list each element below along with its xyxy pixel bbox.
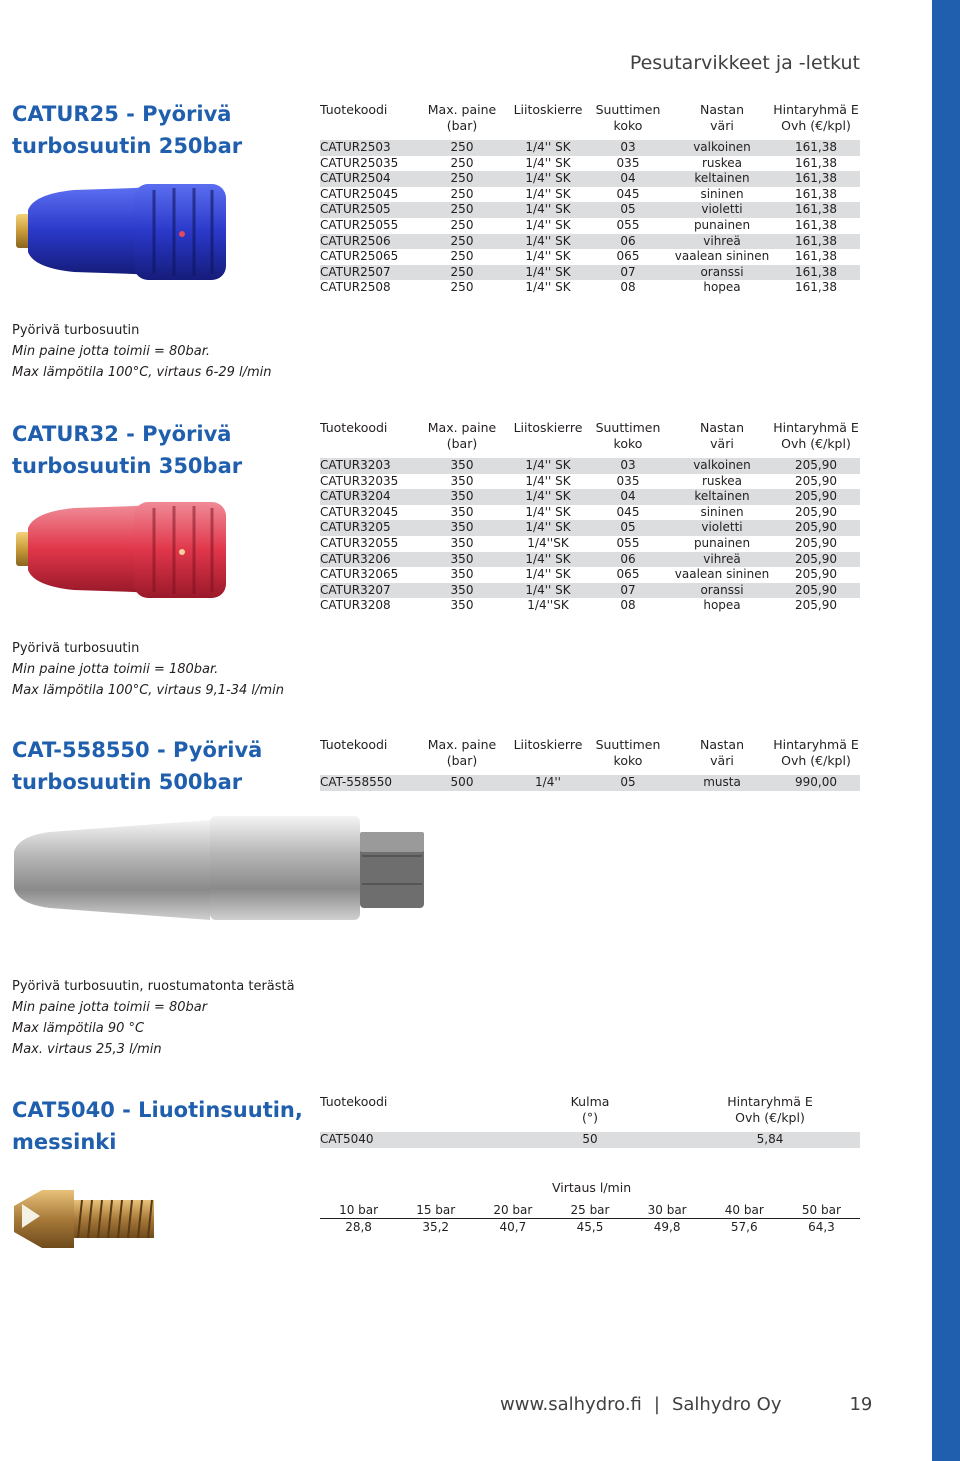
table-row: [320, 583, 860, 599]
table-cell: 350: [412, 552, 512, 568]
description-line: Max lämpötila 100°C, virtaus 9,1-34 l/min: [12, 683, 284, 698]
table-cell: 065: [616, 567, 640, 582]
table-cell: CATUR3208: [320, 598, 391, 613]
table-cell: valkoinen: [672, 140, 772, 156]
flow-value-cell: 45,5: [576, 1220, 604, 1234]
spec-table-cat5040: [320, 1094, 860, 1148]
table-cell: violetti: [672, 520, 772, 536]
description-line: Pyörivä turbosuutin, ruostumatonta terästä: [12, 979, 295, 994]
table-cell: 03: [584, 140, 672, 156]
table-cell: 350: [450, 504, 474, 519]
flow-value-cell: 28,8: [345, 1220, 372, 1234]
flow-pressure-header: 15 bar: [397, 1202, 474, 1219]
table-cell: 1/4'' SK: [525, 504, 571, 519]
table-cell: 161,38: [795, 280, 837, 295]
table-cell: sininen: [700, 186, 744, 201]
table-cell: 05: [584, 202, 672, 218]
table-cell: 50: [500, 1132, 680, 1148]
column-header: Liitoskierre: [513, 737, 583, 752]
table-cell: 03: [584, 458, 672, 474]
column-header: Tuotekoodi: [320, 737, 388, 752]
table-cell: CATUR3206: [320, 552, 412, 568]
flow-pressure-header: 30 bar: [629, 1202, 706, 1219]
product-description-cat558550: [12, 976, 295, 1060]
table-cell: 250: [450, 280, 474, 295]
table-cell: punainen: [693, 217, 751, 232]
table-cell: 350: [412, 458, 512, 474]
column-header: Tuotekoodi: [320, 1094, 388, 1109]
column-header: Max. paine (bar): [427, 737, 497, 768]
table-cell: 05: [584, 520, 672, 536]
table-cell: 1/4'' SK: [525, 217, 571, 232]
table-cell: keltainen: [672, 171, 772, 187]
table-row: [320, 280, 860, 296]
flow-value-row: [320, 1219, 860, 1236]
table-cell: 05: [584, 775, 672, 791]
table-cell: CATUR32055: [320, 535, 399, 550]
column-header: Suuttimen koko: [595, 737, 661, 768]
product-title-line: CAT-558550 - Pyörivä: [12, 738, 263, 762]
table-row: [320, 156, 860, 172]
table-cell: 1/4'' SK: [512, 234, 584, 250]
table-header-row: [320, 102, 860, 140]
table-cell: 06: [584, 234, 672, 250]
table-cell: valkoinen: [672, 458, 772, 474]
table-cell: CAT-558550: [320, 775, 412, 791]
table-cell: vihreä: [672, 552, 772, 568]
table-cell: 161,38: [795, 186, 837, 201]
table-cell: musta: [672, 775, 772, 791]
table-header-row: [320, 420, 860, 458]
column-header: Liitoskierre: [513, 420, 583, 435]
table-cell: sininen: [700, 504, 744, 519]
table-cell: 161,38: [772, 234, 860, 250]
table-cell: CATUR25035: [320, 155, 399, 170]
table-cell: 990,00: [772, 775, 860, 791]
column-header: Hintaryhmä E Ovh (€/kpl): [727, 1094, 813, 1125]
table-row: [320, 458, 860, 474]
table-cell: 04: [584, 489, 672, 505]
description-line: Max lämpötila 90 °C: [12, 1021, 145, 1036]
column-header: Hintaryhmä E Ovh (€/kpl): [773, 102, 859, 133]
flow-value-cell: 64,3: [808, 1220, 835, 1234]
table-cell: 161,38: [772, 202, 860, 218]
flow-value-cell: 40,7: [499, 1220, 527, 1234]
product-title-catur25: [12, 98, 312, 162]
flow-pressure-header: 40 bar: [706, 1202, 783, 1219]
table-row: [320, 474, 860, 490]
table-row: [320, 489, 860, 505]
table-cell: CATUR25045: [320, 186, 399, 201]
table-cell: ruskea: [701, 473, 743, 488]
table-cell: 5,84: [680, 1132, 860, 1148]
product-title-line: turbosuutin 250bar: [12, 134, 243, 158]
flow-rate-caption: Virtaus l/min: [552, 1180, 632, 1195]
table-cell: 1/4''SK: [527, 535, 569, 550]
product-title-line: CATUR32 - Pyörivä: [12, 422, 232, 446]
column-header: Max. paine (bar): [427, 102, 497, 133]
table-row: [320, 265, 860, 281]
table-cell: 161,38: [795, 217, 837, 232]
table-cell: 250: [412, 202, 512, 218]
table-cell: 205,90: [772, 489, 860, 505]
stainless-turbo-nozzle-image: [10, 796, 430, 936]
table-cell: 045: [616, 186, 640, 201]
table-cell: 035: [616, 473, 640, 488]
table-cell: 1/4'' SK: [512, 265, 584, 281]
description-line: Max. virtaus 25,3 l/min: [12, 1042, 162, 1057]
table-row: [320, 171, 860, 187]
table-cell: 04: [584, 171, 672, 187]
table-cell: 161,38: [795, 249, 837, 264]
table-cell: 1/4'' SK: [525, 567, 571, 582]
table-cell: 205,90: [795, 598, 837, 613]
product-title-line: turbosuutin 350bar: [12, 454, 243, 478]
table-cell: CATUR3203: [320, 458, 412, 474]
table-cell: 035: [616, 155, 640, 170]
table-header-row: [320, 737, 860, 775]
table-cell: 250: [412, 234, 512, 250]
table-cell: 1/4'' SK: [512, 552, 584, 568]
column-header: Suuttimen koko: [595, 102, 661, 133]
table-cell: vihreä: [672, 234, 772, 250]
table-row: [320, 775, 860, 791]
table-row: [320, 234, 860, 250]
description-line: Pyörivä turbosuutin: [12, 323, 140, 338]
table-cell: 1/4'' SK: [525, 473, 571, 488]
table-cell: CATUR32065: [320, 567, 399, 582]
table-cell: 161,38: [795, 155, 837, 170]
table-cell: 205,90: [772, 458, 860, 474]
flow-pressure-header: 25 bar: [551, 1202, 628, 1219]
column-header: Tuotekoodi: [320, 102, 388, 117]
table-row: [320, 505, 860, 521]
page-edge-blue-bar: [932, 0, 960, 1461]
table-cell: 250: [450, 155, 474, 170]
table-cell: violetti: [672, 202, 772, 218]
table-cell: CATUR2503: [320, 140, 412, 156]
product-title-line: CATUR25 - Pyörivä: [12, 102, 232, 126]
table-cell: CATUR3205: [320, 520, 412, 536]
table-cell: 055: [616, 535, 640, 550]
product-title-cat558550: [12, 734, 312, 798]
product-description-catur32: [12, 638, 284, 701]
table-cell: hopea: [703, 280, 741, 295]
description-line: Max lämpötila 100°C, virtaus 6-29 l/min: [12, 365, 272, 380]
blue-turbo-nozzle-image: [14, 176, 230, 286]
table-cell: oranssi: [672, 265, 772, 281]
table-row: [320, 140, 860, 156]
table-cell: 055: [616, 217, 640, 232]
table-cell: 1/4'' SK: [525, 249, 571, 264]
column-header: Nastan väri: [699, 420, 744, 451]
brass-solvent-nozzle-image: [12, 1186, 158, 1252]
flow-value-cell: 49,8: [653, 1220, 681, 1234]
table-cell: 250: [450, 186, 474, 201]
table-cell: 250: [450, 217, 474, 232]
table-cell: ruskea: [701, 155, 743, 170]
table-cell: 350: [412, 520, 512, 536]
table-cell: CATUR2506: [320, 234, 412, 250]
spec-table-catur32: [320, 420, 860, 614]
table-row: [320, 187, 860, 203]
table-cell: 08: [620, 598, 636, 613]
table-cell: 205,90: [772, 520, 860, 536]
table-cell: keltainen: [672, 489, 772, 505]
table-cell: 07: [584, 265, 672, 281]
table-row: [320, 218, 860, 234]
table-cell: 205,90: [795, 504, 837, 519]
table-cell: CATUR2505: [320, 202, 412, 218]
product-title-line: turbosuutin 500bar: [12, 770, 243, 794]
table-row: [320, 249, 860, 265]
column-header: Nastan väri: [699, 102, 744, 133]
column-header: Hintaryhmä E Ovh (€/kpl): [773, 737, 859, 768]
flow-value-cell: 57,6: [730, 1220, 758, 1234]
table-cell: 1/4'': [512, 775, 584, 791]
spec-table-cat558550: [320, 737, 860, 791]
table-cell: 1/4'' SK: [512, 520, 584, 536]
table-cell: 1/4'' SK: [525, 186, 571, 201]
table-cell: 250: [412, 140, 512, 156]
table-cell: CATUR25055: [320, 217, 399, 232]
table-header-row: [320, 1094, 860, 1132]
table-cell: 205,90: [795, 567, 837, 582]
table-cell: 1/4''SK: [527, 598, 569, 613]
table-cell: 1/4'' SK: [525, 280, 571, 295]
flow-rate-table: [320, 1202, 860, 1235]
table-cell: 08: [620, 280, 636, 295]
product-title-line: messinki: [12, 1130, 117, 1154]
table-cell: 07: [584, 583, 672, 599]
table-cell: CATUR25065: [320, 249, 399, 264]
table-cell: oranssi: [672, 583, 772, 599]
table-cell: CATUR2508: [320, 280, 391, 295]
product-description-catur25: [12, 320, 272, 383]
table-cell: 161,38: [772, 171, 860, 187]
table-row: [320, 567, 860, 583]
table-row: [320, 1132, 860, 1148]
table-cell: 1/4'' SK: [512, 140, 584, 156]
product-title-catur32: [12, 418, 312, 482]
table-cell: 065: [616, 249, 640, 264]
table-cell: 06: [584, 552, 672, 568]
table-cell: 350: [450, 473, 474, 488]
column-header: Liitoskierre: [513, 102, 583, 117]
table-cell: hopea: [703, 598, 741, 613]
flow-header-row: [320, 1202, 860, 1219]
column-header: Nastan väri: [699, 737, 744, 768]
table-cell: CATUR2504: [320, 171, 412, 187]
table-cell: CATUR3207: [320, 583, 412, 599]
table-cell: 1/4'' SK: [512, 202, 584, 218]
table-cell: CATUR32035: [320, 473, 399, 488]
product-title-cat5040: [12, 1094, 312, 1158]
table-cell: punainen: [693, 535, 751, 550]
table-cell: 1/4'' SK: [525, 155, 571, 170]
page-edge-stripe: [898, 0, 932, 1461]
table-cell: vaalean sininen: [674, 567, 770, 582]
table-cell: 205,90: [795, 473, 837, 488]
page-footer: [500, 1394, 872, 1415]
table-cell: CATUR2507: [320, 265, 412, 281]
description-line: Min paine jotta toimii = 80bar.: [12, 344, 211, 359]
table-row: [320, 598, 860, 614]
table-cell: 1/4'' SK: [512, 489, 584, 505]
table-cell: 250: [412, 265, 512, 281]
description-line: Min paine jotta toimii = 80bar: [12, 1000, 208, 1015]
page-number: 19: [849, 1394, 873, 1415]
table-cell: 500: [412, 775, 512, 791]
table-row: [320, 552, 860, 568]
footer-website-link[interactable]: www.salhydro.fi: [500, 1394, 642, 1415]
table-row: [320, 520, 860, 536]
table-cell: 1/4'' SK: [512, 458, 584, 474]
table-cell: 350: [412, 583, 512, 599]
description-line: Pyörivä turbosuutin: [12, 641, 140, 656]
table-cell: 350: [450, 567, 474, 582]
table-cell: 205,90: [772, 583, 860, 599]
table-cell: 350: [412, 489, 512, 505]
table-cell: 350: [450, 535, 474, 550]
table-cell: 161,38: [772, 265, 860, 281]
footer-company: Salhydro Oy: [671, 1394, 782, 1415]
page-header-title: Pesutarvikkeet ja -letkut: [629, 52, 860, 74]
table-cell: 045: [616, 504, 640, 519]
column-header: Suuttimen koko: [595, 420, 661, 451]
flow-pressure-header: 10 bar: [320, 1202, 397, 1219]
red-turbo-nozzle-image: [14, 494, 230, 604]
column-header: Hintaryhmä E Ovh (€/kpl): [773, 420, 859, 451]
description-line: Min paine jotta toimii = 180bar.: [12, 662, 219, 677]
spec-table-catur25: [320, 102, 860, 296]
product-title-line: CAT5040 - Liuotinsuutin,: [12, 1098, 303, 1122]
table-cell: 161,38: [772, 140, 860, 156]
table-cell: 250: [450, 249, 474, 264]
table-cell: 1/4'' SK: [512, 583, 584, 599]
table-cell: 350: [450, 598, 474, 613]
table-cell: 205,90: [795, 535, 837, 550]
table-cell: CATUR3204: [320, 489, 412, 505]
table-cell: 1/4'' SK: [512, 171, 584, 187]
flow-pressure-header: 50 bar: [783, 1202, 860, 1219]
table-row: [320, 202, 860, 218]
flow-value-cell: 35,2: [422, 1220, 450, 1234]
table-row: [320, 536, 860, 552]
column-header: Kulma (°): [570, 1094, 610, 1125]
footer-separator: |: [653, 1394, 660, 1415]
column-header: Tuotekoodi: [320, 420, 388, 435]
table-cell: CATUR32045: [320, 504, 399, 519]
column-header: Max. paine (bar): [427, 420, 497, 451]
table-cell: vaalean sininen: [674, 249, 770, 264]
flow-pressure-header: 20 bar: [474, 1202, 551, 1219]
table-cell: 250: [412, 171, 512, 187]
table-cell: 205,90: [772, 552, 860, 568]
table-cell: CAT5040: [320, 1132, 500, 1148]
